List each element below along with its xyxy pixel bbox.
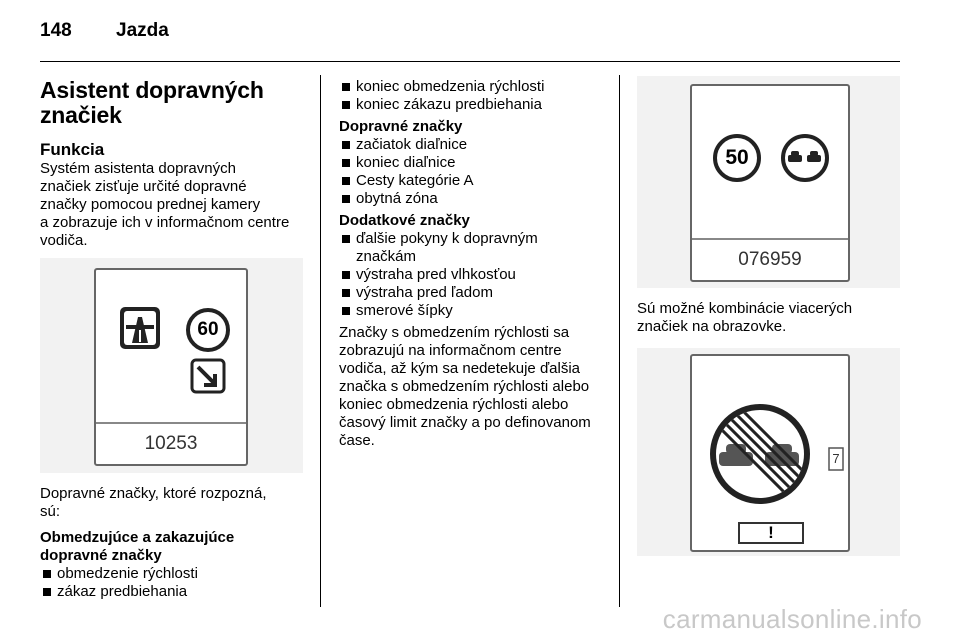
display-panel xyxy=(94,268,248,466)
section-title: Asistent dopravných značiek xyxy=(40,77,264,128)
list-item: koniec diaľnice xyxy=(339,154,611,172)
list-item: ďalšie pokyny k dopravným značkám xyxy=(339,230,611,266)
sign-icons xyxy=(692,356,848,506)
list-item: začiatok diaľnice xyxy=(339,136,611,154)
end-of-no-overtaking-sign-icon xyxy=(710,402,816,501)
figure-sign-display-1 xyxy=(40,258,303,473)
display-panel xyxy=(690,84,850,282)
watermark: carmanualsonline.info xyxy=(662,604,922,634)
signs-intro: Dopravné značky, ktoré rozpozná, sú: xyxy=(40,485,267,520)
list-item: koniec obmedzenia rýchlosti xyxy=(339,78,611,96)
sign-icons xyxy=(96,270,246,420)
direction-arrow-icon xyxy=(192,360,224,392)
figure-sign-display-2 xyxy=(637,76,900,288)
traffic-signs-heading: Dopravné značky xyxy=(339,118,463,135)
sign-code: 10253 xyxy=(96,422,246,464)
sign-code: 076959 xyxy=(692,238,848,280)
no-overtaking-sign-icon xyxy=(783,136,827,180)
chapter-title: Jazda xyxy=(116,20,169,41)
list-item: Cesty kategórie A xyxy=(339,172,611,190)
column-divider-1 xyxy=(320,75,321,607)
page-number: 148 xyxy=(40,20,72,41)
list-item: smerové šípky xyxy=(339,302,611,320)
column-1-lower xyxy=(40,485,312,601)
additional-signs-heading: Dodatkové značky xyxy=(339,212,470,229)
intro-paragraph: Systém asistenta dopravných značiek zisťuje určité dopravné značky pomocou prednej kamery a zobrazuje ich v informačnom centre vodiča. xyxy=(40,160,290,249)
list-item: koniec zákazu predbiehania xyxy=(339,96,611,114)
column-1 xyxy=(40,78,312,250)
list-item: obmedzenie rýchlosti xyxy=(40,565,312,583)
figure-caption: Sú možné kombinácie viacerých značiek na obrazovke. xyxy=(637,300,853,335)
speed-limit-paragraph: Značky s obmedzením rýchlosti sa zobrazujú na informačnom centre vodiča, až kým sa nedetekuje ďalšia značka s obmedzením rýchlosti alebo koniec obmedzenia rýchlosti alebo časový limit značky a po definovanom čase. xyxy=(339,324,591,449)
motorway-icon xyxy=(120,307,160,349)
subsection-title: Funkcia xyxy=(40,140,105,159)
restrictive-signs-heading: Obmedzujúce a zakazujúce dopravné značky xyxy=(40,529,235,564)
header-rule xyxy=(40,61,900,62)
page-header xyxy=(40,20,169,42)
speed-value: 60 xyxy=(197,319,219,340)
list-item: zákaz predbiehania xyxy=(40,583,312,601)
figure-sign-display-3 xyxy=(637,348,900,556)
time-limit-value: 7 xyxy=(832,451,840,466)
list-item: výstraha pred vlhkosťou xyxy=(339,266,611,284)
display-panel xyxy=(690,354,850,552)
warning-box: ! xyxy=(738,522,804,544)
speed-value: 50 xyxy=(725,146,749,169)
list-item: výstraha pred ľadom xyxy=(339,284,611,302)
column-divider-2 xyxy=(619,75,620,607)
column-2 xyxy=(339,78,611,450)
list-item: obytná zóna xyxy=(339,190,611,208)
